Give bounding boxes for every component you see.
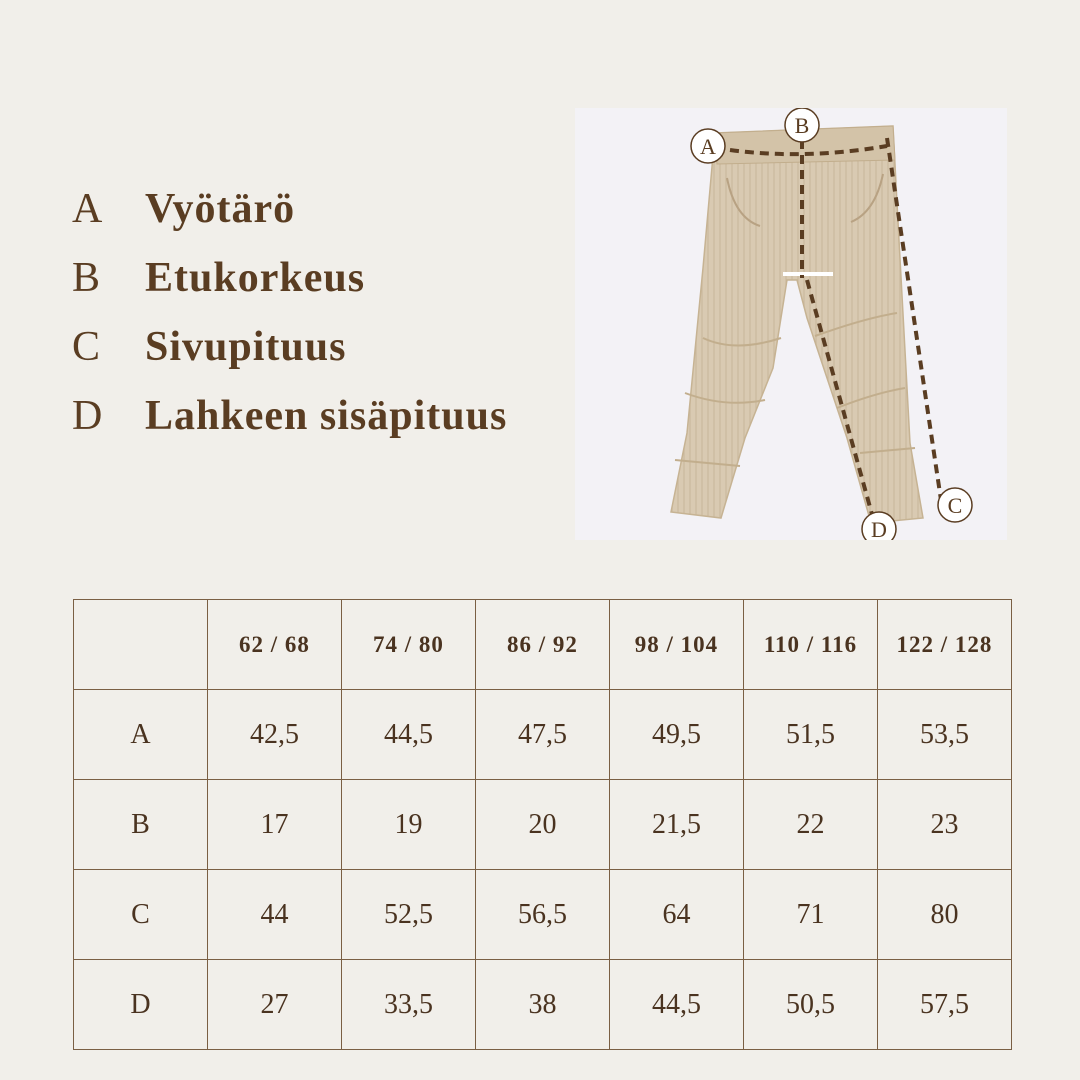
value-cell: 71 [744,870,878,960]
marker-label: A [700,134,716,159]
legend-key: C [72,324,102,370]
table-row [74,780,1012,870]
legend-key: B [72,255,102,301]
size-table [73,599,1012,1050]
legend-item-a [72,185,507,254]
row-key-cell: B [74,780,208,870]
legend-term: Etukorkeus [145,255,366,301]
header-cell: 86 / 92 [476,600,610,690]
value-cell: 53,5 [878,690,1012,780]
value-cell: 44 [208,870,342,960]
value-cell: 57,5 [878,960,1012,1050]
value-cell: 64 [610,870,744,960]
legend-key: D [72,393,104,439]
table-row [74,690,1012,780]
row-key-cell: A [74,690,208,780]
pants-illustration [575,108,1007,540]
value-cell: 17 [208,780,342,870]
marker-label: B [794,113,810,138]
marker-a [691,129,725,163]
header-cell: 62 / 68 [208,600,342,690]
value-cell: 50,5 [744,960,878,1050]
table-row [74,870,1012,960]
value-cell: 19 [342,780,476,870]
legend-term: Vyötärö [145,186,296,232]
marker-c [938,488,972,522]
measurement-legend [72,185,507,461]
header-cell [74,600,208,690]
value-cell: 44,5 [610,960,744,1050]
value-cell: 23 [878,780,1012,870]
value-cell: 80 [878,870,1012,960]
value-cell: 33,5 [342,960,476,1050]
value-cell: 56,5 [476,870,610,960]
header-cell: 74 / 80 [342,600,476,690]
header-row [74,600,1012,690]
value-cell: 47,5 [476,690,610,780]
header-cell: 122 / 128 [878,600,1012,690]
value-cell: 38 [476,960,610,1050]
legend-key: A [72,186,104,232]
marker-label: C [947,493,963,518]
legend-item-b [72,254,507,323]
row-key-cell: C [74,870,208,960]
marker-label: D [871,517,887,540]
marker-b [785,108,819,142]
value-cell: 42,5 [208,690,342,780]
value-cell: 44,5 [342,690,476,780]
value-cell: 20 [476,780,610,870]
table-row [74,960,1012,1050]
header-cell: 98 / 104 [610,600,744,690]
value-cell: 49,5 [610,690,744,780]
value-cell: 52,5 [342,870,476,960]
legend-term: Lahkeen sisäpituus [145,393,508,439]
row-key-cell: D [74,960,208,1050]
legend-item-d [72,392,507,461]
value-cell: 27 [208,960,342,1050]
header-cell: 110 / 116 [744,600,878,690]
legend-item-c [72,323,507,392]
value-cell: 51,5 [744,690,878,780]
marker-d [862,512,896,540]
pants-measurement-photo [575,108,1007,540]
value-cell: 21,5 [610,780,744,870]
legend-term: Sivupituus [145,324,347,370]
value-cell: 22 [744,780,878,870]
